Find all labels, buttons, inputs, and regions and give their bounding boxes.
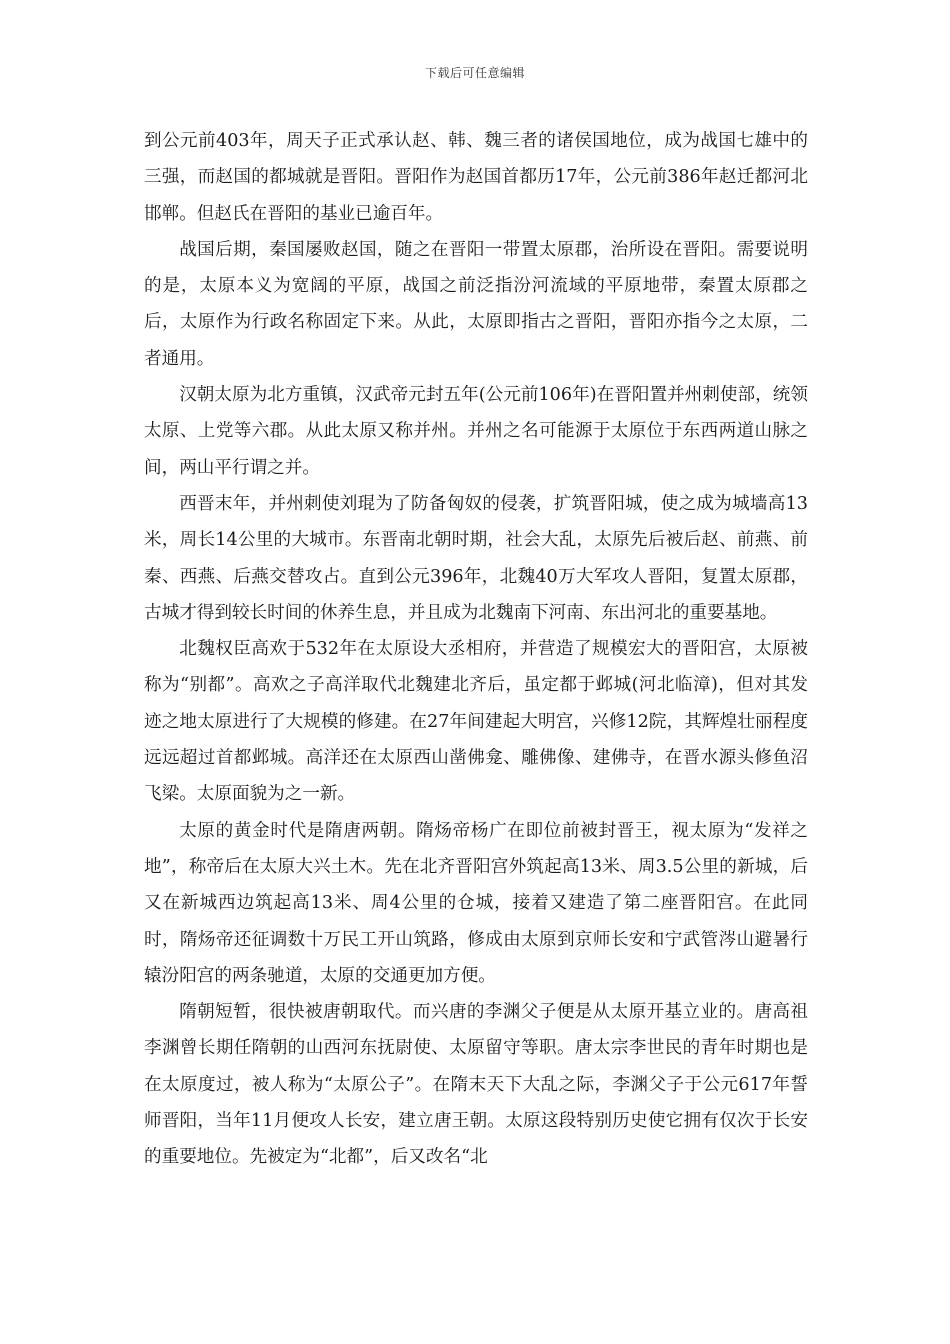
paragraph-1: 到公元前403年，周天子正式承认赵、韩、魏三者的诸侯国地位，成为战国七雄中的三强，而赵国的都城就是晋阳。晋阳作为赵国首都历17年，公元前386年赵迁都河北邯郸。但赵氏在晋阳的基业已逾百年。 [144,131,808,224]
paragraph-4: 西晋末年，并州刺使刘琨为了防备匈奴的侵袭，扩筑晋阳城，使之成为城墙高13米，周长14公里的大城市。东晋南北朝时期，社会大乱，太原先后被后赵、前燕、前秦、西燕、后燕交替攻占。直到公元396年，北魏40万大军攻人晋阳，复置太原郡，古城才得到较长时间的休养生息，并且成为北魏南下河南、东出河北的重要基地。 [144,493,808,623]
document-body [144,123,808,1176]
page-header: 下载后可任意编辑 [424,66,525,80]
paragraph-6: 太原的黄金时代是隋唐两朝。隋炀帝杨广在即位前被封晋王，视太原为“发祥之地”，称帝后在太原大兴土木。先在北齐晋阳宫外筑起高13米、周3.5公里的新城，后又在新城西边筑起高13米、周4公里的仓城，接着又建造了第二座晋阳宫。在此同时，隋炀帝还征调数十万民工开山筑路，修成由太原到京师长安和宁武管涔山避暑行辕汾阳宫的两条驰道，太原的交通更加方便。 [144,820,808,986]
paragraph-7: 隋朝短暂，很快被唐朝取代。而兴唐的李渊父子便是从太原开基立业的。唐高祖李渊曾长期任隋朝的山西河东抚尉使、太原留守等职。唐太宗李世民的青年时期也是在太原度过，被人称为“太原公子”。在隋末天下大乱之际，李渊父子于公元617年誓师晋阳，当年11月便攻人长安，建立唐王朝。太原这段特别历史使它拥有仅次于长安的重要地位。先被定为“北都”，后又改名“北 [144,1002,808,1168]
paragraph-3: 汉朝太原为北方重镇，汉武帝元封五年(公元前106年)在晋阳置并州刺使部，统领太原、上党等六郡。从此太原又称并州。并州之名可能源于太原位于东西两道山脉之间，两山平行谓之并。 [144,385,808,478]
paragraph-2: 战国后期，秦国屡败赵国，随之在晋阳一带置太原郡，治所设在晋阳。需要说明的是，太原本义为宽阔的平原，战国之前泛指汾河流域的平原地带，秦置太原郡之后，太原作为行政名称固定下来。从此，太原即指古之晋阳，晋阳亦指今之太原，二者通用。 [144,239,808,369]
paragraph-5: 北魏权臣高欢于532年在太原设大丞相府，并营造了规模宏大的晋阳宫，太原被称为“别都”。高欢之子高洋取代北魏建北齐后，虽定都于邺城(河北临漳)，但对其发迹之地太原进行了大规模的修建。在27年间建起大明宫，兴修12院，其辉煌壮丽程度远远超过首都邺城。高洋还在太原西山凿佛龛、雕佛像、建佛寺，在晋水源头修鱼沼飞梁。太原面貌为之一新。 [144,639,808,805]
